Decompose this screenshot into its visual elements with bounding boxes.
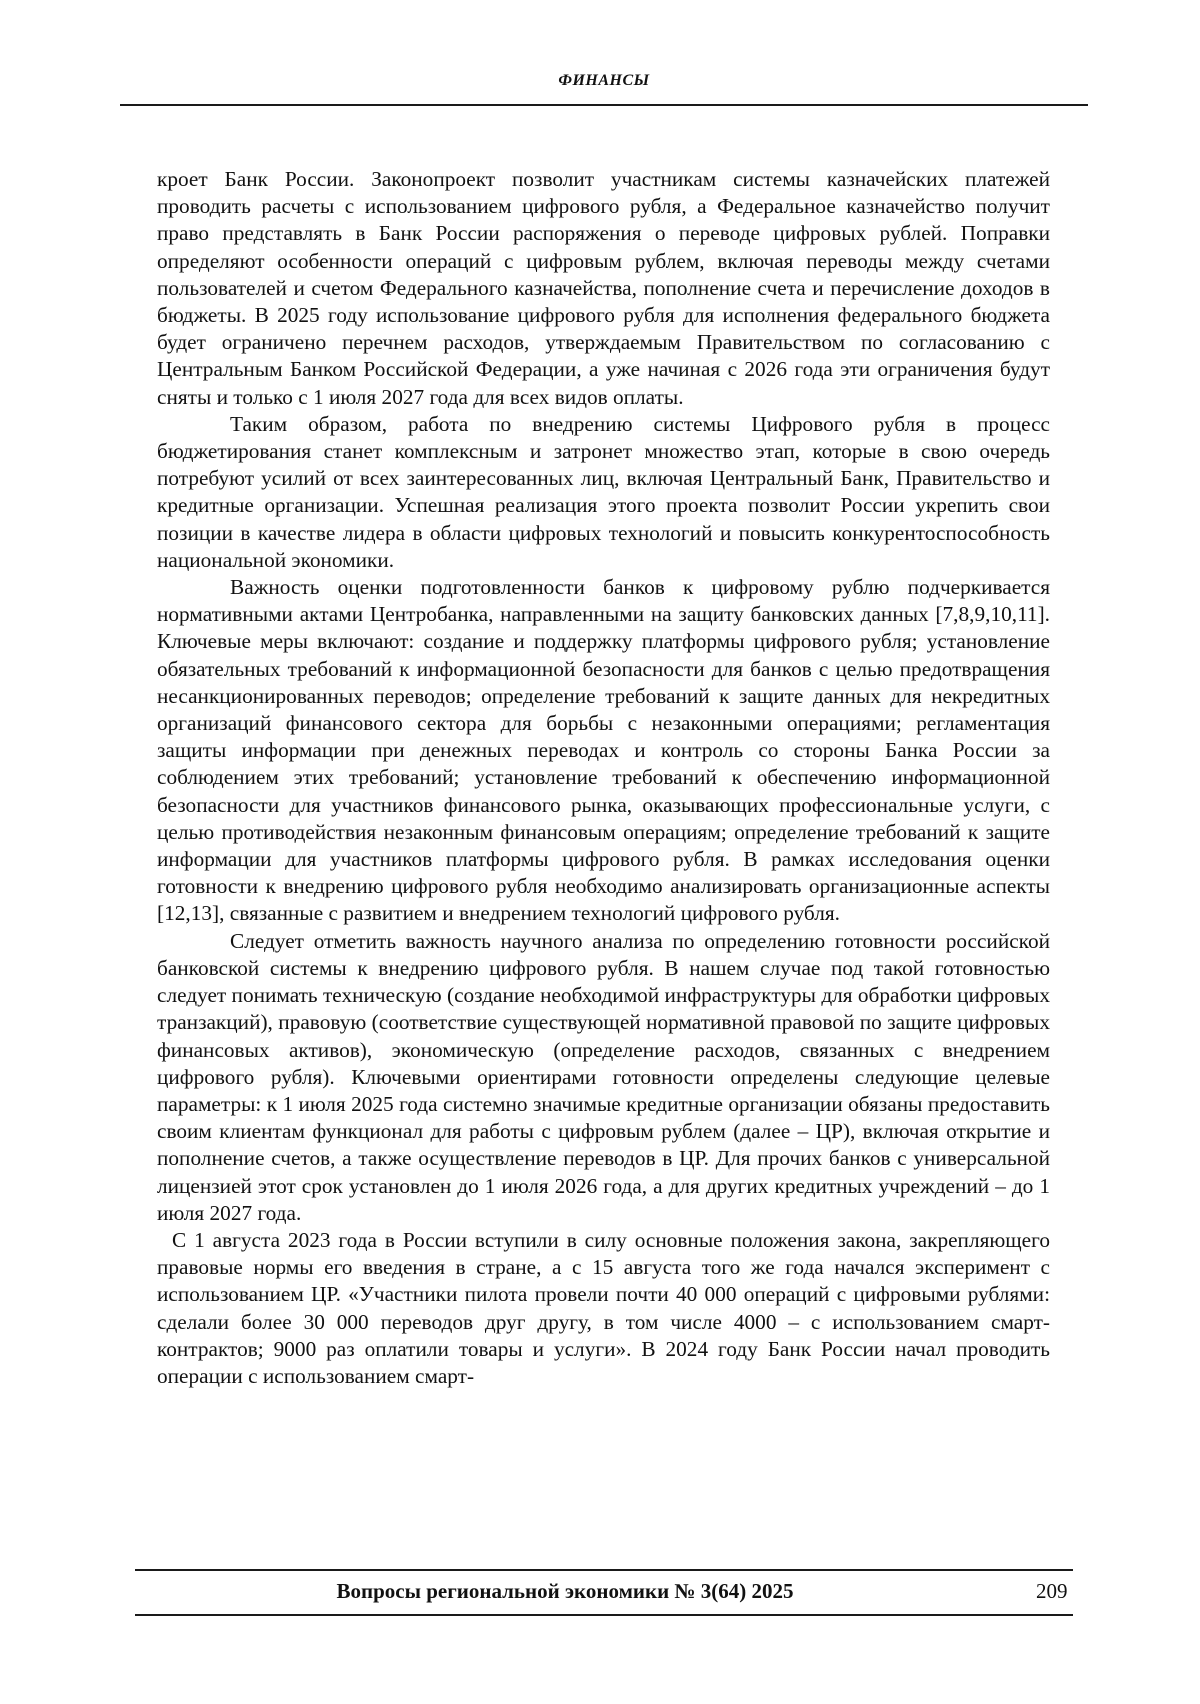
page-header <box>120 66 1088 106</box>
footer-rule-bottom <box>135 1614 1073 1616</box>
journal-title: Вопросы региональной экономики № 3(64) 2025 <box>336 1579 794 1603</box>
paragraph-regulation: Важность оценки подготовленности банков к цифровому рублю подчеркивается нормативными актами Центробанка, направленными на защиту банковских данных [7,8,9,10,11]. Ключевые меры включают: создание и поддержку платформы цифрового рубля; установление обязательных требований к информационной безопасности для банков с целью предотвращения несанкционированных переводов; определение требований к защите данных для некредитных организаций финансового сектора для борьбы с незаконными операциями; регламентация защиты информации при денежных переводах и контроль со стороны Банка России за соблюдением этих требований; установление требований к обеспечению информационной безопасности для участников финансового рынка, оказывающих профессиональные услуги, с целью противодействия незаконным финансовым операциям; определение требований к защите информации для участников платформы цифрового рубля. В рамках исследования оценки готовности к внедрению цифрового рубля необходимо анализировать организационные аспекты [12,13], связанные с развитием и внедрением технологий цифрового рубля. <box>157 575 1050 926</box>
paragraph-continuation: кроет Банк России. Законопроект позволит участникам системы казначейских платежей проводить расчеты с использованием цифрового рубля, а Федеральное казначейство получит право представлять в Банк России распоряжения о переводе цифровых рублей. Поправки определяют особенности операций с цифровым рублем, включая переводы между счетами пользователей и счетом Федерального казначейства, пополнение счета и перечисление доходов в бюджеты. В 2025 году использование цифрового рубля для исполнения федерального бюджета будет ограничено перечнем расходов, утверждаемым Правительством по согласованию с Центральным Банком Российской Федерации, а уже начиная с 2026 года эти ограничения будут сняты и только с 1 июля 2027 года для всех видов оплаты. <box>157 167 1050 409</box>
footer-rule-top <box>135 1569 1073 1571</box>
paragraph-conclusion: Таким образом, работа по внедрению системы Цифрового рубля в процесс бюджетирования станет комплексным и затронет множество этап, которые в свою очередь потребуют усилий от всех заинтересованных лиц, включая Центральный Банк, Правительство и кредитные организации. Успешная реализация этого проекта позволит России укрепить свои позиции в качестве лидера в области цифровых технологий и повысить конкурентоспособность национальной экономики. <box>157 411 1050 572</box>
running-head-section: ФИНАНСЫ <box>558 72 650 89</box>
paragraph-experiment: С 1 августа 2023 года в России вступили в силу основные положения закона, закрепляющего правовые нормы его введения в стране, а с 15 августа того же года начался эксперимент с использованием ЦР. «Участники пилота провели почти 40 000 операций с цифровыми рублями: сделали более 30 000 переводов друг другу, в том числе 4000 – с использованием смарт-контрактов; 9000 раз оплатили товары и услуги». В 2024 году Банк России начал проводить операции с использованием смарт- <box>157 1227 1050 1388</box>
paragraph-readiness: Следует отметить важность научного анализа по определению готовности российской банковской системы к внедрению цифрового рубля. В нашем случае под такой готовностью следует понимать техническую (создание необходимой инфраструктуры для обработки цифровых транзакций), правовую (соответствие существующей нормативной правовой по защите цифровых финансовых активов), экономическую (определение расходов, связанных с внедрением цифрового рубля). Ключевыми ориентирами готовности определены следующие целевые параметры: к 1 июля 2025 года системно значимые кредитные организации обязаны предоставить своим клиентам функционал для работы с цифровым рублем (далее – ЦР), включая открытие и пополнение счетов, а также осуществление переводов в ЦР. Для прочих банков с универсальной лицензией этот срок установлен до 1 июля 2026 года, а для других кредитных учреждений – до 1 июля 2027 года. <box>157 928 1050 1225</box>
article-body <box>157 166 1050 1390</box>
page-number: 209 <box>1036 1579 1068 1603</box>
